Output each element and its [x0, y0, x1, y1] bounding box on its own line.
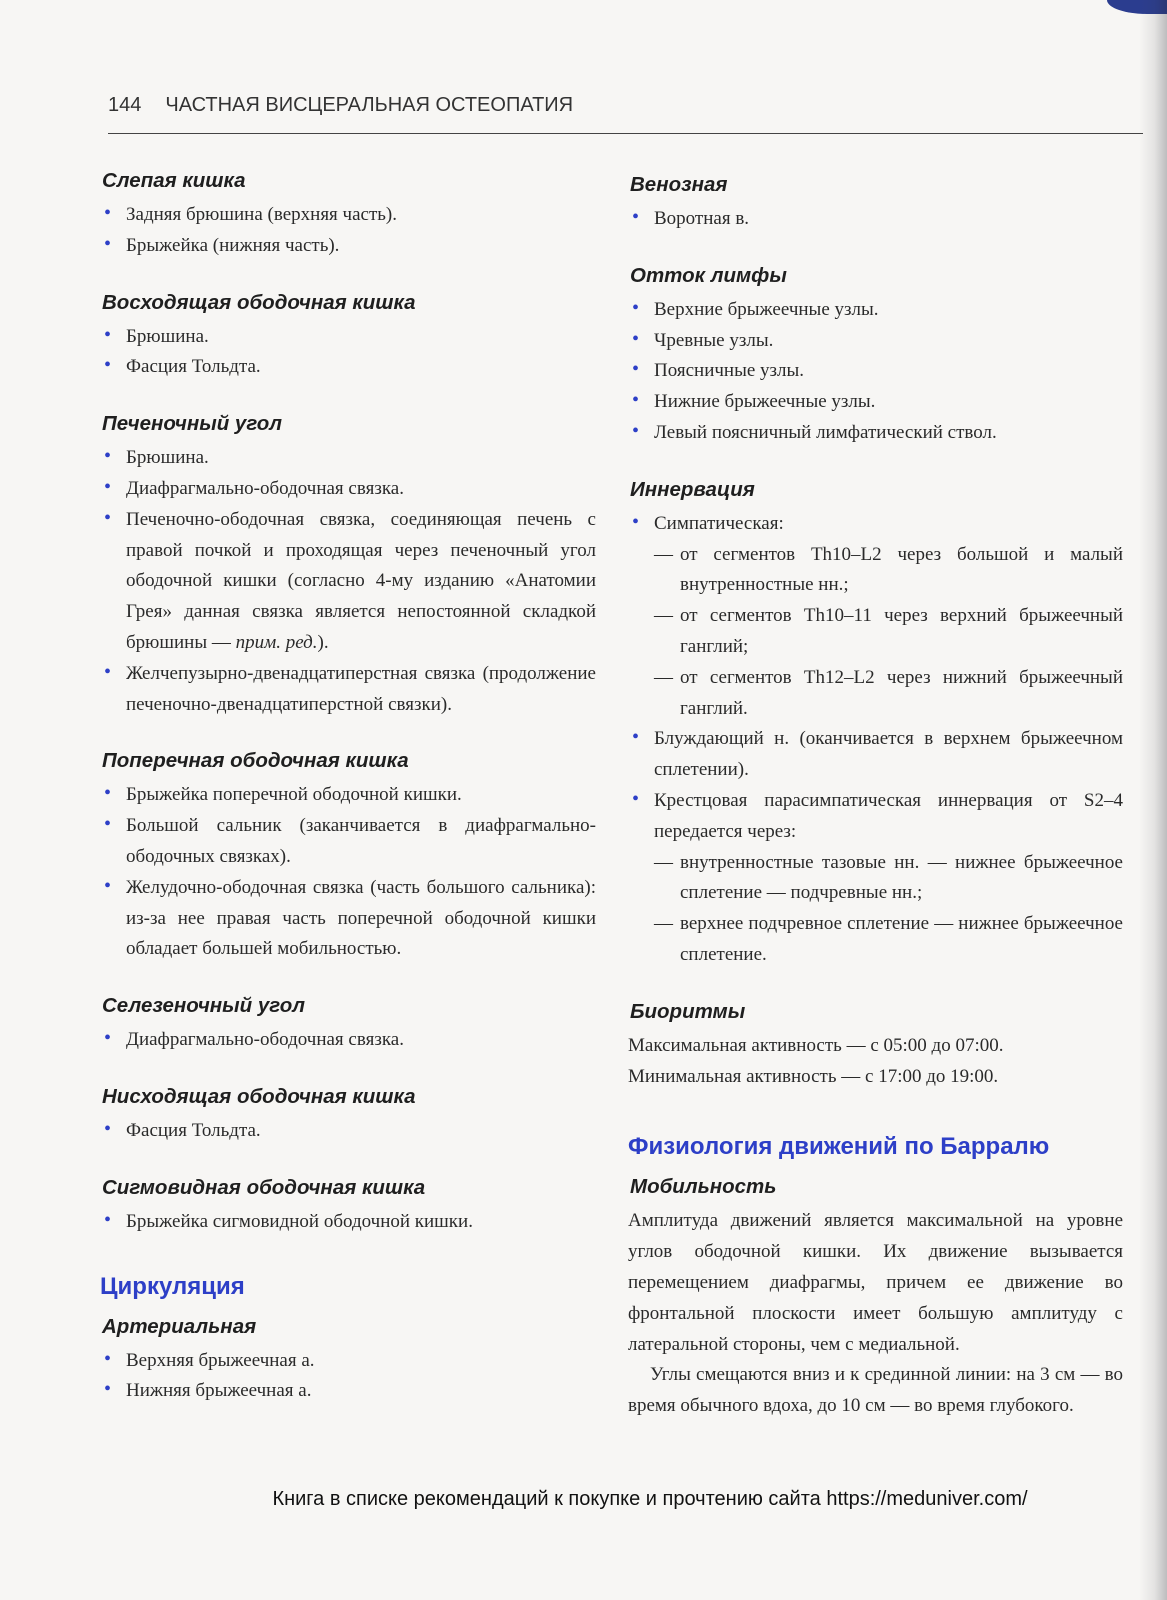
bullet-list — [100, 1116, 596, 1147]
chapter-heading-physiology: Физиология движений по Барралю — [628, 1133, 1050, 1161]
section-heading: Мобильность — [630, 1175, 777, 1199]
list-item-text: Симпатическая: — [654, 512, 784, 534]
section-heading: Венозная — [630, 173, 728, 196]
list-item: • Брыжейка сигмовидной ободочной кишки. — [100, 1207, 596, 1238]
list-item: • Чревные узлы. — [628, 326, 1123, 357]
section-heading: Поперечная ободочная кишка — [102, 749, 409, 773]
section-heading: Селезеночный угол — [102, 994, 305, 1018]
list-item: • Блуждающий н. (оканчивается в верхнем брыжеечном сплетении). — [628, 724, 1123, 786]
bullet-list — [100, 780, 596, 965]
section-heading: Сигмовидная ободочная кишка — [102, 1175, 426, 1199]
list-item-text: Крестцовая парасимпатическая иннервация от S2–4 передается через: — [654, 789, 1123, 842]
dash-item: — от сегментов Th10–L2 через большой и малый внутренностные нн.; — [654, 540, 1123, 602]
bullet-list — [100, 322, 596, 384]
list-item: • Нижние брыжеечные узлы. — [628, 387, 1123, 418]
list-item: • Поясничные узлы. — [628, 356, 1123, 387]
running-header — [108, 94, 1143, 117]
list-item: • Желудочно-ободочная связка (часть большого сальника): из-за нее правая часть поперечной ободочной кишки обладает большей мобильностью. — [100, 873, 596, 965]
list-item: • Большой сальник (заканчивается в диафрагмально-ободочных связках). — [100, 811, 596, 873]
biorhythm-line: Минимальная активность — с 17:00 до 19:00. — [628, 1065, 999, 1087]
biorhythm-line: Максимальная активность — с 05:00 до 07:00. — [628, 1034, 1004, 1056]
list-item: • Желчепузырно-двенадцатиперстная связка (продолжение печеночно-двенадцатиперстной связки). — [100, 659, 596, 721]
section-mobility — [628, 1174, 1123, 1422]
list-item-text-end: ). — [317, 631, 329, 653]
section-heading: Отток лимфы — [630, 263, 787, 287]
list-item: • Левый поясничный лимфатический ствол. — [628, 418, 1123, 449]
editor-note: прим. ред. — [235, 631, 318, 653]
bullet-list — [100, 200, 596, 262]
dash-item: — внутренностные тазовые нн. — нижнее брыжеечное сплетение — подчревные нн.; — [654, 848, 1123, 910]
page-binding-shadow — [1139, 0, 1167, 1600]
paragraph: Амплитуда движений является максимальной на уровне углов ободочной кишки. Их движение вызывается перемещением диафрагмы, причем ее движение во фронтальной плоскости имеет большую амплитуду с латеральной стороны, чем с медиальной. — [628, 1210, 1123, 1355]
bullet-list — [628, 204, 1123, 235]
dash-list — [654, 848, 1123, 971]
list-item — [100, 505, 596, 659]
section-innervation — [628, 477, 1123, 971]
list-item — [628, 509, 1123, 725]
list-item: • Диафрагмально-ободочная связка. — [100, 474, 596, 505]
chapter-heading-circulation: Циркуляция — [100, 1272, 245, 1300]
list-item: • Брюшина. — [100, 443, 596, 474]
section-heading: Слепая кишка — [102, 169, 246, 192]
section-heading: Восходящая ободочная кишка — [102, 290, 416, 314]
list-item: • Воротная в. — [628, 204, 1123, 235]
section-heading: Нисходящая ободочная кишка — [102, 1084, 416, 1108]
running-title: ЧАСТНАЯ ВИСЦЕРАЛЬНАЯ ОСТЕОПАТИЯ — [165, 94, 574, 116]
dash-item: — верхнее подчревное сплетение — нижнее брыжеечное сплетение. — [654, 909, 1123, 971]
dash-item: — от сегментов Th12–L2 через нижний брыжеечный ганглий. — [654, 663, 1123, 725]
left-column — [100, 168, 596, 1435]
list-item: • Брюшина. — [100, 322, 596, 353]
bullet-list — [100, 443, 596, 720]
list-item-text: Печеночно-ободочная связка, соединяющая печень с правой почкой и проходящая через печеночный угол ободочной кишки (согласно 4-му изданию «Анатомии Грея» данная связка является непостоянной складкой брюшины — — [126, 508, 596, 653]
right-column — [628, 172, 1123, 1450]
list-item: • Фасция Тольдта. — [100, 1116, 596, 1147]
section-heading: Биоритмы — [630, 999, 746, 1023]
bullet-list — [100, 1025, 596, 1056]
section-arterial — [100, 1314, 596, 1408]
section-sigmoid-colon — [100, 1175, 596, 1238]
section-cecum — [100, 168, 596, 262]
section-ascending-colon — [100, 290, 596, 384]
list-item: • Нижняя брыжеечная а. — [100, 1376, 596, 1407]
section-venous — [628, 172, 1123, 235]
bullet-list — [628, 295, 1123, 449]
list-item: • Задняя брюшина (верхняя часть). — [100, 200, 596, 231]
section-heading: Артериальная — [102, 1314, 257, 1338]
list-item: • Верхние брыжеечные узлы. — [628, 295, 1123, 326]
section-descending-colon — [100, 1084, 596, 1147]
section-lymph — [628, 263, 1123, 449]
bullet-list — [100, 1346, 596, 1408]
section-hepatic-flexure — [100, 411, 596, 720]
list-item: • Диафрагмально-ободочная связка. — [100, 1025, 596, 1056]
dash-list — [654, 540, 1123, 725]
section-biorhythms — [628, 999, 1123, 1093]
bullet-list — [100, 1207, 596, 1238]
section-transverse-colon — [100, 748, 596, 965]
section-splenic-flexure — [100, 993, 596, 1056]
page-number: 144 — [108, 94, 142, 116]
section-heading: Иннервация — [630, 477, 755, 501]
footer-note: Книга в списке рекомендаций к покупке и прочтению сайта https://meduniver.com/ — [272, 1488, 1028, 1510]
list-item — [628, 786, 1123, 971]
section-heading: Печеночный угол — [102, 412, 283, 436]
list-item: • Брыжейка поперечной ободочной кишки. — [100, 780, 596, 811]
paragraph: Углы смещаются вниз и к срединной линии: на 3 см — во время обычного вдоха, до 10 см — во время глубокого. — [628, 1364, 1123, 1417]
dash-item: — от сегментов Th10–11 через верхний брыжеечный ганглий; — [654, 601, 1123, 663]
bullet-list — [628, 509, 1123, 971]
list-item: • Верхняя брыжеечная а. — [100, 1346, 596, 1377]
list-item: • Брыжейка (нижняя часть). — [100, 231, 596, 262]
header-rule — [108, 133, 1143, 134]
list-item: • Фасция Тольдта. — [100, 352, 596, 383]
